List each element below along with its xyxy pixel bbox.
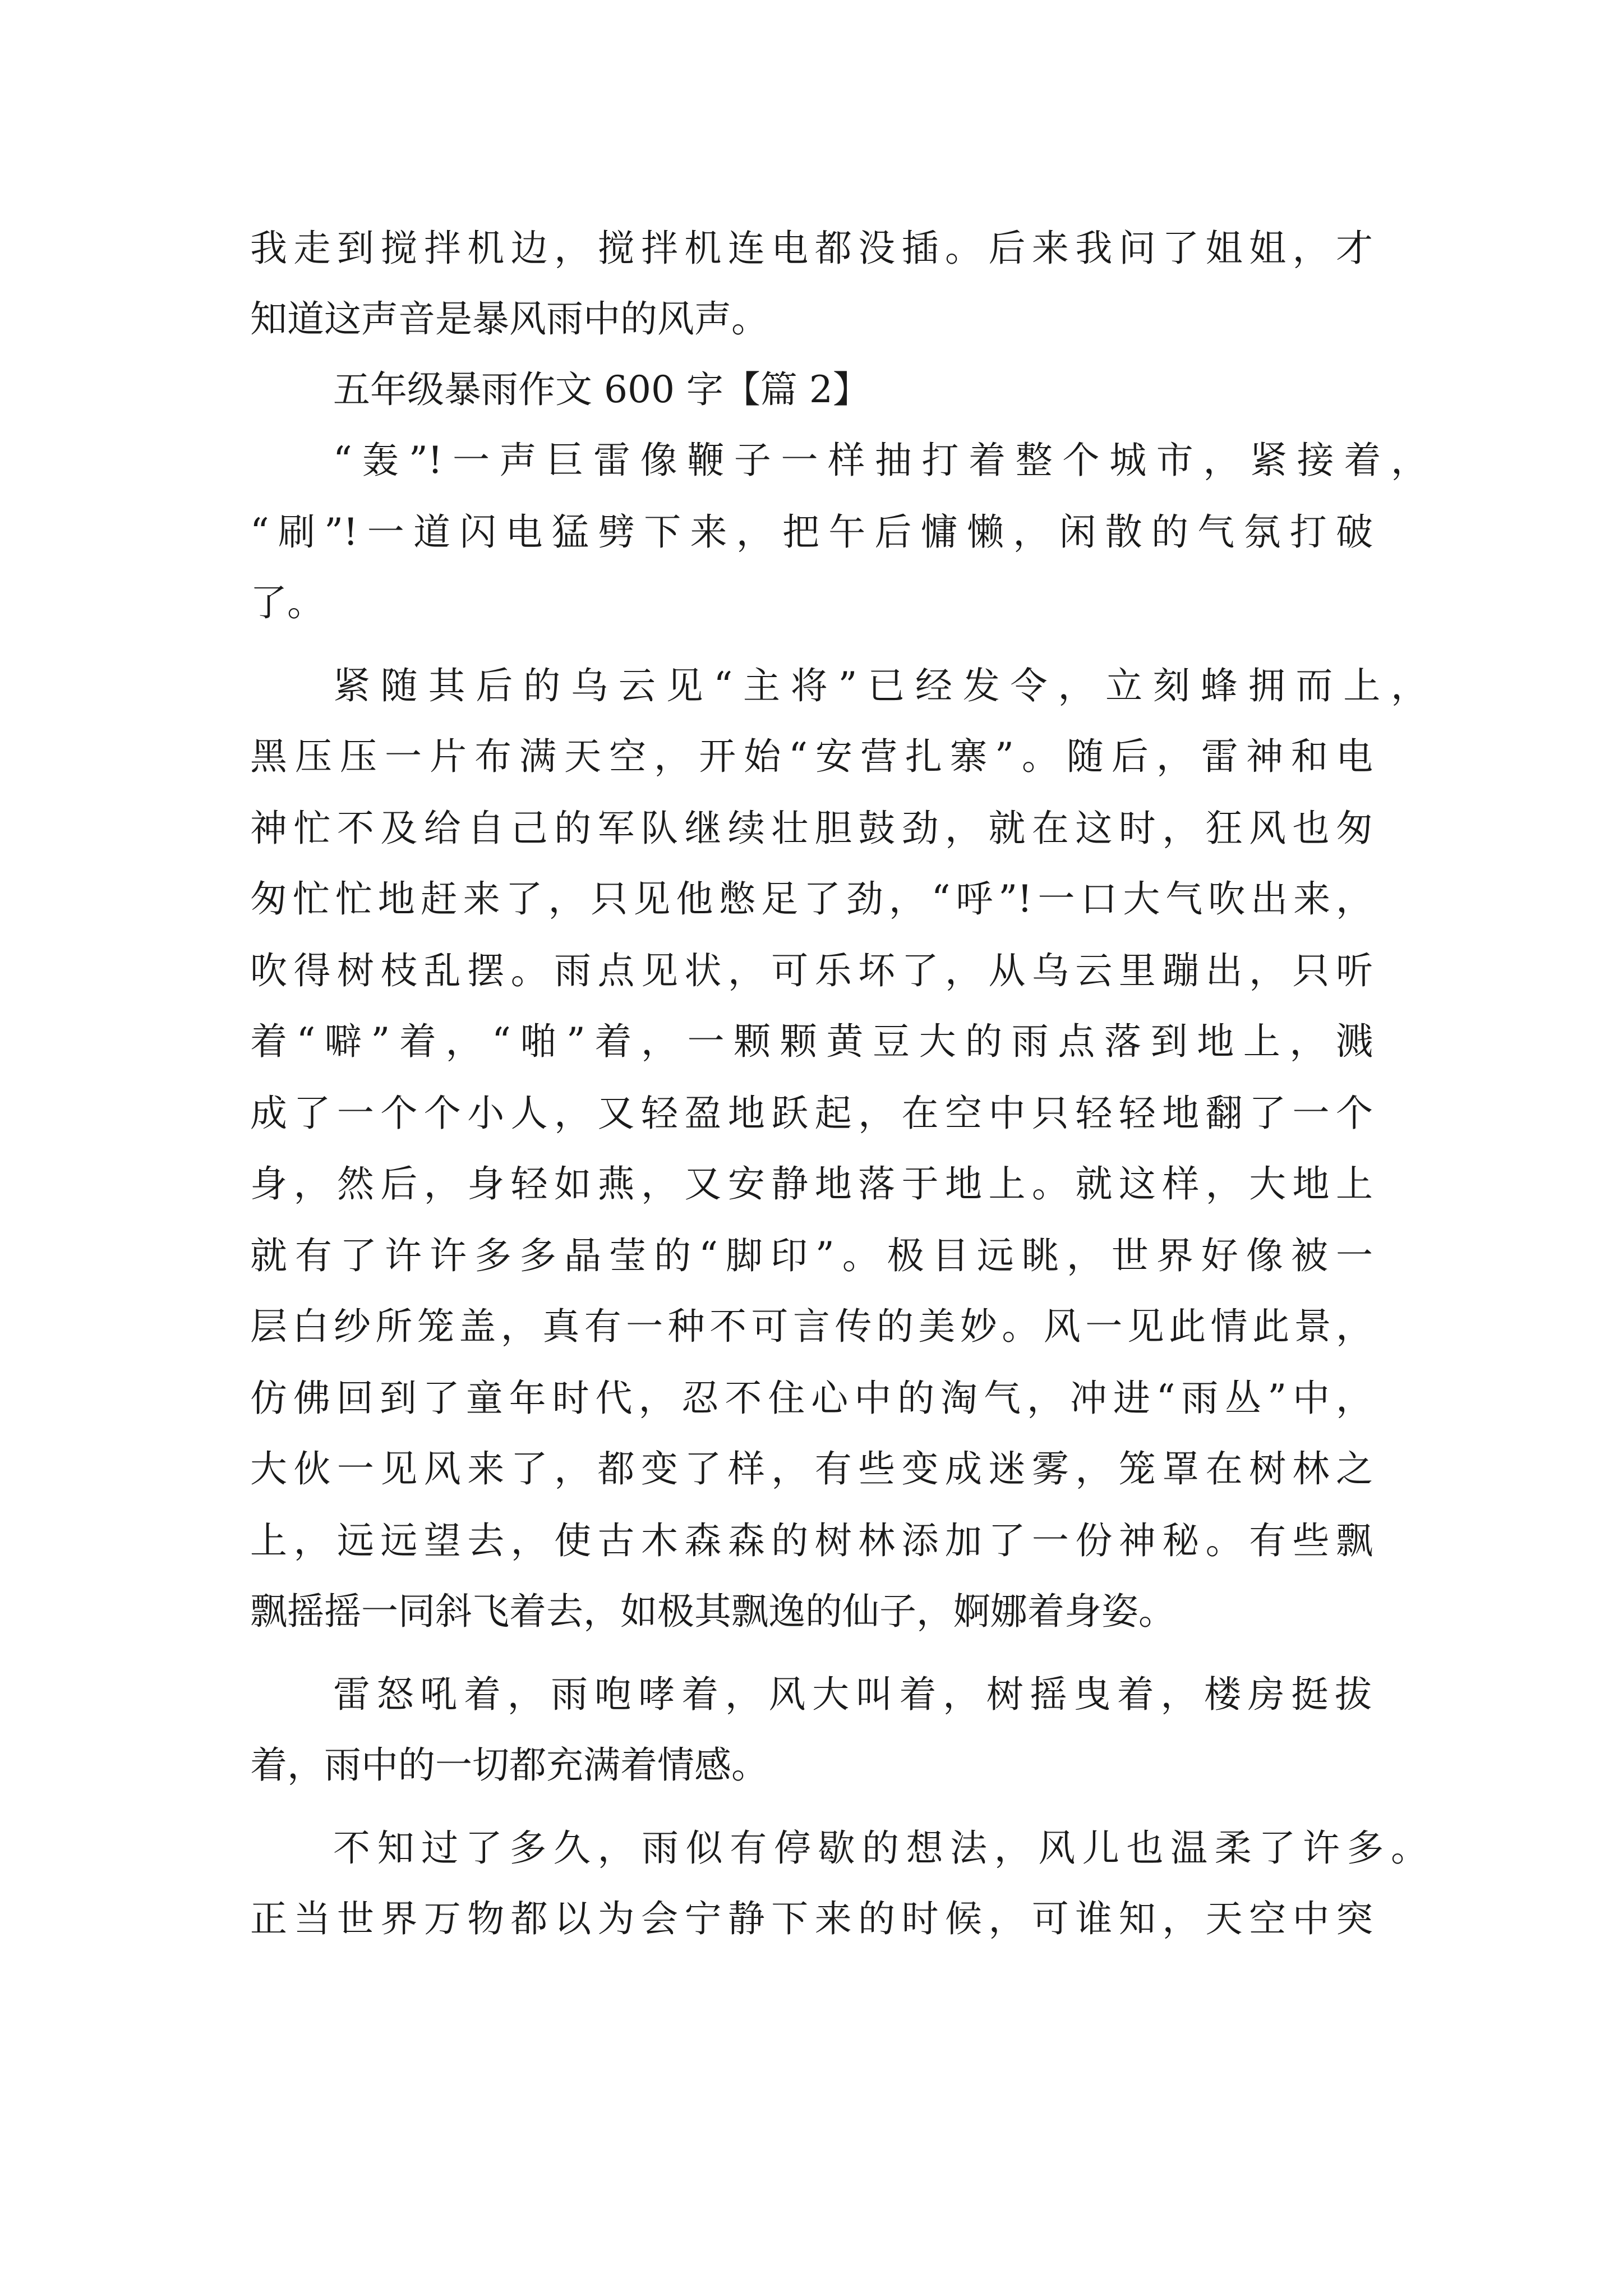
text-line: 匆忙忙地赶来了，只见他憋足了劲，“呼”!一口大气吹出来， [250,877,1373,921]
text-line: 吹得树枝乱摆。雨点见状，可乐坏了，从乌云里蹦出，只听 [250,949,1373,992]
text-line: “刷”!一道闪电猛劈下来，把午后慵懒，闲散的气氛打破 [250,510,1373,554]
text-line: 着，雨中的一切都充满着情感。 [250,1743,768,1787]
text-line: 身，然后，身轻如燕，又安静地落于地上。就这样，大地上 [250,1162,1373,1205]
text-line: 大伙一见风来了，都变了样，有些变成迷雾，笼罩在树林之 [250,1447,1373,1490]
text-line: 知道这声音是暴风雨中的风声。 [250,297,768,341]
text-line: 着“噼”着，“啪”着，一颗颗黄豆大的雨点落到地上，溅 [250,1020,1373,1063]
text-line: 紧随其后的乌云见“主将”已经发令，立刻蜂拥而上， [333,664,1428,707]
text-line: “轰”!一声巨雷像鞭子一样抽打着整个城市，紧接着， [333,439,1428,482]
text-line: 上，远远望去，使古木森森的树林添加了一份神秘。有些飘 [250,1519,1373,1562]
text-line: 仿佛回到了童年时代，忍不住心中的淘气，冲进“雨丛”中， [250,1377,1373,1420]
text-line: 不知过了多久，雨似有停歇的想法，风儿也温柔了许多。 [333,1826,1428,1870]
section-heading: 五年级暴雨作文 600 字【篇 2】 [333,368,870,411]
text-line: 神忙不及给自己的军队继续壮胆鼓劲，就在这时，狂风也匆 [250,807,1373,850]
text-line: 黑压压一片布满天空，开始“安营扎寨”。随后，雷神和电 [250,735,1373,778]
text-line: 飘摇摇一同斜飞着去，如极其飘逸的仙子，婀娜着身姿。 [250,1590,1175,1633]
text-line: 了。 [250,581,324,624]
text-line: 就有了许许多多晶莹的“脚印”。极目远眺，世界好像被一 [250,1234,1373,1277]
text-line: 雷怒吼着，雨咆哮着，风大叫着，树摇曳着，楼房挺拔 [333,1673,1372,1716]
text-line: 我走到搅拌机边，搅拌机连电都没插。后来我问了姐姐，才 [250,227,1373,270]
text-line: 正当世界万物都以为会宁静下来的时候，可谁知，天空中突 [250,1897,1373,1940]
text-line: 层白纱所笼盖，真有一种不可言传的美妙。风一见此情此景， [250,1305,1373,1348]
text-line: 成了一个个小人，又轻盈地跃起，在空中只轻轻地翻了一个 [250,1092,1373,1135]
